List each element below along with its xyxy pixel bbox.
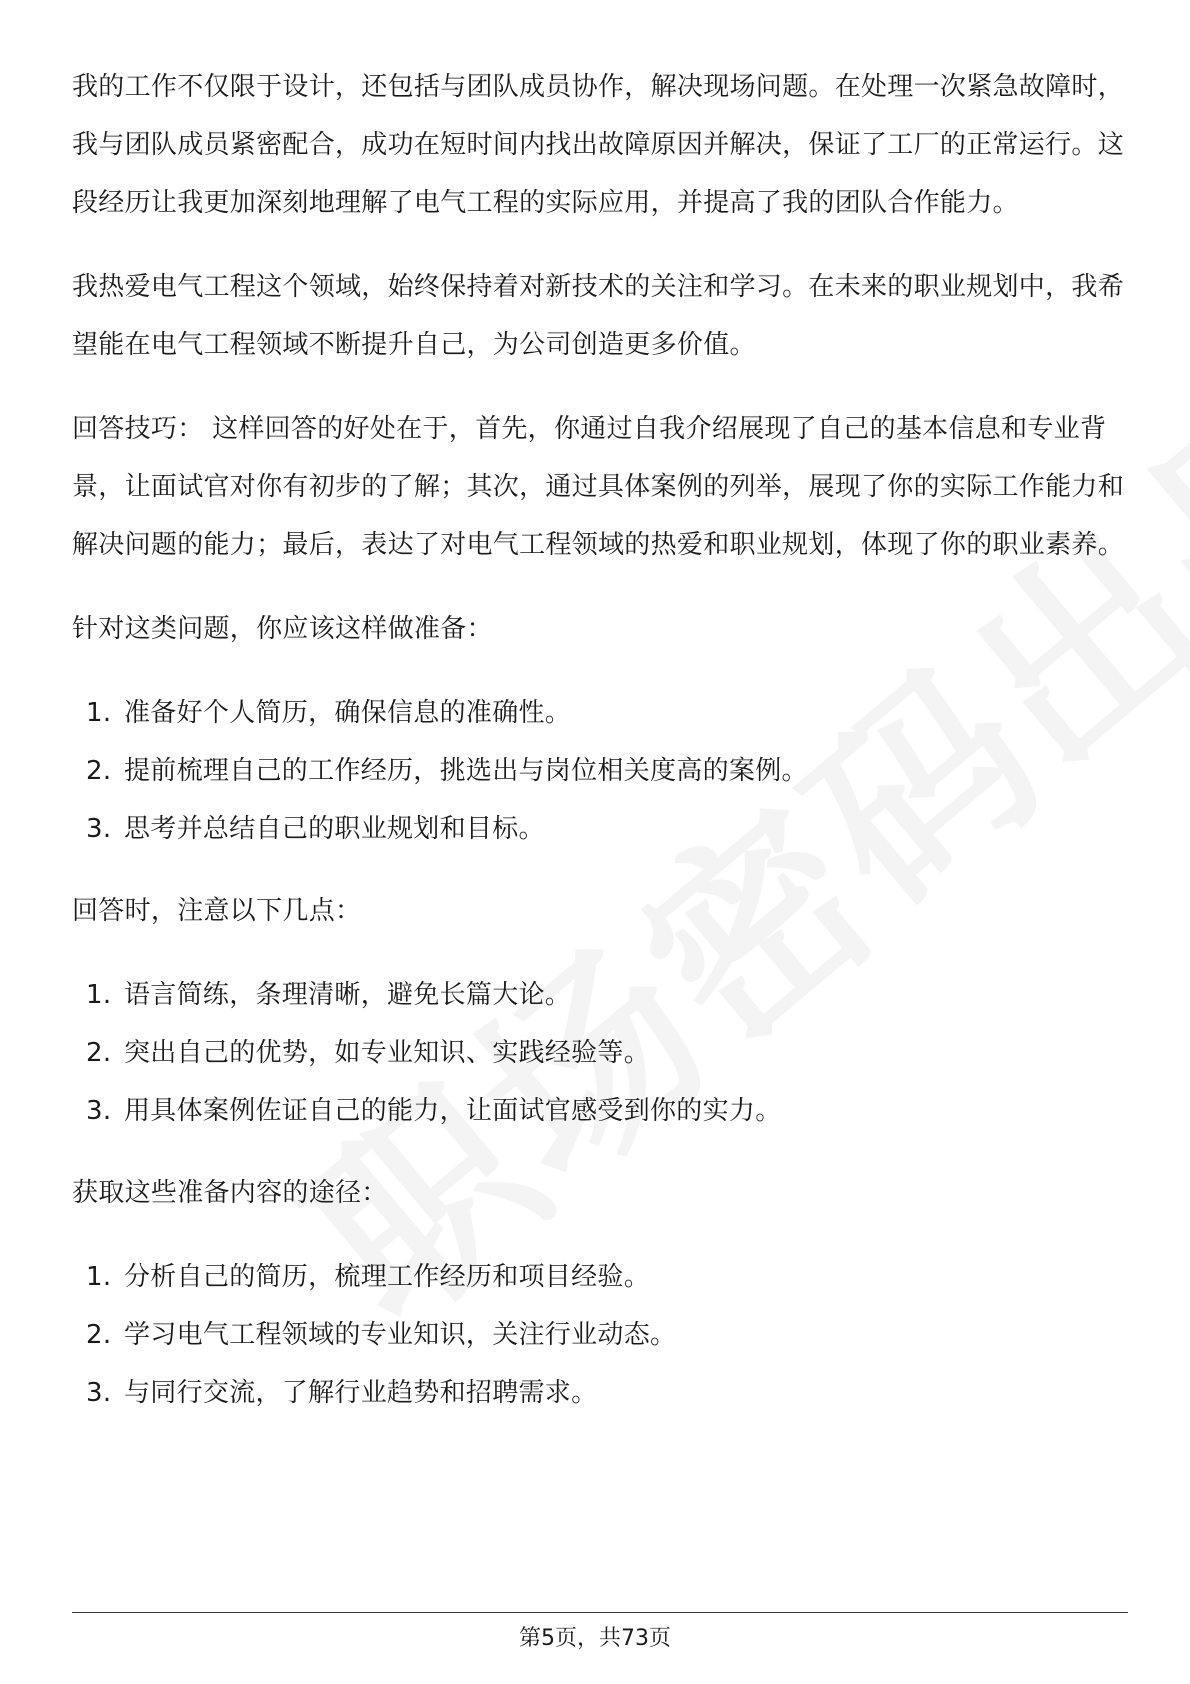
list-number: 1. (86, 980, 112, 1010)
list-item (72, 684, 1128, 742)
page-number: 第5页，共73页 (519, 1626, 671, 1651)
list-item-text: 分析自己的简历，梳理工作经历和项目经验。 (124, 1262, 651, 1292)
paragraph-answer-tips: 回答技巧： 这样回答的好处在于，首先，你通过自我介绍展现了自己的基本信息和专业背景，让面试官对你有初步的了解；其次，通过具体案例的列举，展现了你的实际工作能力和解决问题的能力；最后，表达了对电气工程领域的热爱和职业规划，体现了你的职业素养。 (72, 414, 1125, 560)
paragraph-work-experience: 我的工作不仅限于设计，还包括与团队成员协作，解决现场问题。在处理一次紧急故障时，我与团队成员紧密配合，成功在短时间内找出故障原因并解决，保证了工厂的正常运行。这段经历让我更加深刻地理解了电气工程的实际应用，并提高了我的团队合作能力。 (72, 72, 1125, 218)
list-number: 1. (86, 698, 112, 728)
list-item (72, 1364, 1128, 1422)
section-heading-answer-notes: 回答时，注意以下几点： (72, 896, 362, 926)
list-item-text: 与同行交流，了解行业趋势和招聘需求。 (124, 1378, 598, 1408)
list-item-text: 突出自己的优势，如专业知识、实践经验等。 (124, 1038, 651, 1068)
list-item (72, 1024, 1128, 1082)
list-item-text: 用具体案例佐证自己的能力，让面试官感受到你的实力。 (124, 1096, 782, 1126)
list-item (72, 1306, 1128, 1364)
list-item-text: 思考并总结自己的职业规划和目标。 (124, 814, 545, 844)
list-number: 3. (86, 814, 112, 844)
list-number: 2. (86, 1038, 112, 1068)
list-item (72, 742, 1128, 800)
list-item-text: 准备好个人简历，确保信息的准确性。 (124, 698, 572, 728)
paragraph-career-passion: 我热爱电气工程这个领域，始终保持着对新技术的关注和学习。在未来的职业规划中，我希望能在电气工程领域不断提升自己，为公司创造更多价值。 (72, 272, 1125, 360)
section-heading-sources: 获取这些准备内容的途径： (72, 1178, 388, 1208)
list-number: 1. (86, 1262, 112, 1292)
list-number: 2. (86, 756, 112, 786)
answer-notes-list (72, 966, 1128, 1140)
list-item-text: 语言简练，条理清晰，避免长篇大论。 (124, 980, 572, 1010)
list-item (72, 1248, 1128, 1306)
list-number: 3. (86, 1096, 112, 1126)
list-item (72, 966, 1128, 1024)
list-number: 2. (86, 1320, 112, 1350)
page-content (72, 58, 1128, 1446)
sources-list (72, 1248, 1128, 1422)
footer-divider (72, 1612, 1128, 1613)
list-number: 3. (86, 1378, 112, 1408)
list-item (72, 1082, 1128, 1140)
preparation-list (72, 684, 1128, 858)
section-heading-preparation: 针对这类问题，你应该这样做准备： (72, 614, 493, 644)
list-item-text: 学习电气工程领域的专业知识，关注行业动态。 (124, 1320, 677, 1350)
list-item-text: 提前梳理自己的工作经历，挑选出与岗位相关度高的案例。 (124, 756, 808, 786)
list-item (72, 800, 1128, 858)
